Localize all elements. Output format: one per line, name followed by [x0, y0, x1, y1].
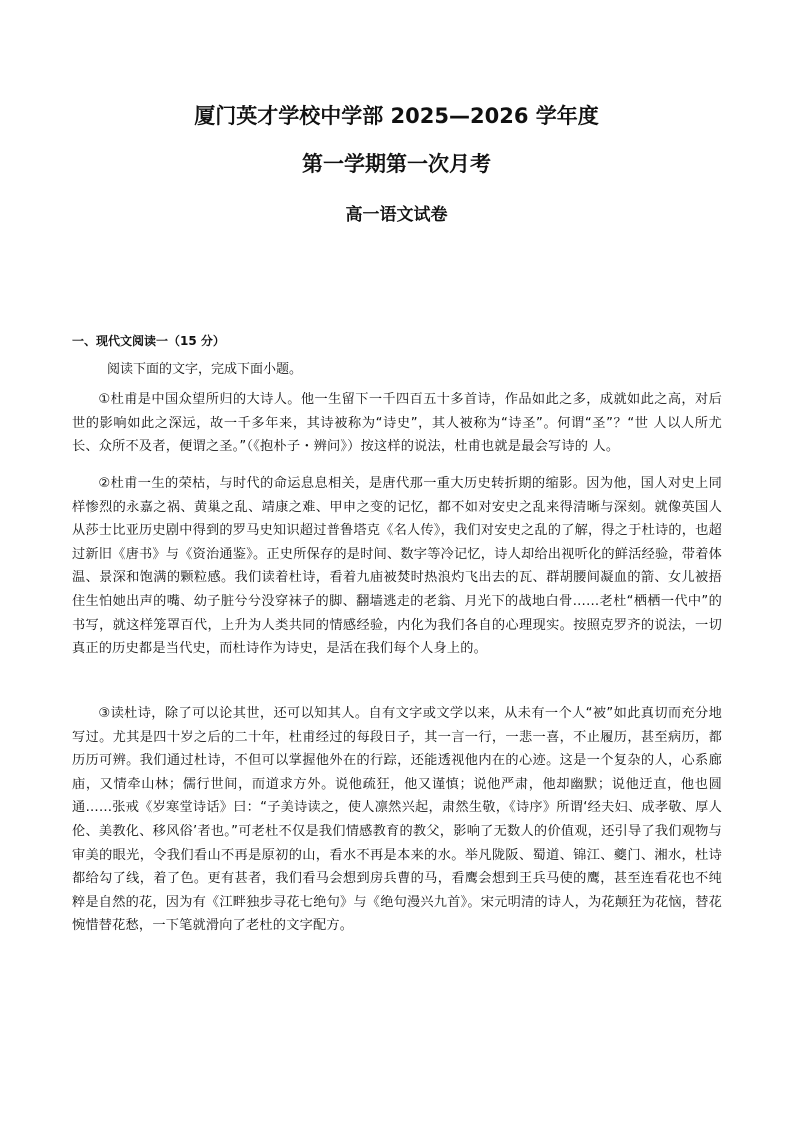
section-heading: 一、现代文阅读一（15 分）	[72, 334, 225, 348]
passage-paragraph-3: ③读杜诗，除了可以论其世，还可以知其人。自有文字或文学以来，从未有一个人“被”如此真切而充分地写过。尤其是四十岁之后的二十年，杜甫经过的每段日子，其一言一行，一悲一喜，不止履历，甚至病历，都历历可辨。我们通过杜诗，不但可以掌握他外在的行踪，还能透视他内在的心迹。这是一个复杂的人，心系廊庙，又情牵山林；儒行世间，而道求方外。说他疏狂，他又谨慎；说他严肃，他却幽默；说他迂直，他也圆通……张戒《岁寒堂诗话》曰：“子美诗读之，使人凛然兴起，肃然生敬，《诗序》所谓‘经夫妇、成孝敬、厚人伦、美教化、移风俗’者也。”可老杜不仅是我们情感教育的教父，影响了无数人的价值观，还引导了我们观物与审美的眼光，令我们看山不再是原初的山，看水不再是本来的水。举凡陇阪、蜀道、锦江、夔门、湘水，杜诗都给勾了线，着了色。更有甚者，我们看马会想到房兵曹的马，看鹰会想到王兵马使的鹰，甚至连看花也不纯粹是自然的花，因为有《江畔独步寻花七绝句》与《绝句漫兴九首》。宋元明清的诗人，为花颠狂为花恼，替花惋惜替花愁，一下笔就滑向了老杜的文字配方。	[72, 706, 722, 934]
section-instruction: 阅读下面的文字，完成下面小题。	[107, 362, 303, 377]
school-title: 厦门英才学校中学部 2025—2026 学年度	[194, 104, 599, 128]
passage-paragraph-1: ①杜甫是中国众望所归的大诗人。他一生留下一千四百五十多首诗，作品如此之多，成就如此之高，对后世的影响如此之深远，故一千多年来，其诗被称为“诗史”，其人被称为“诗圣”。何谓“圣”？“世 人以人所尤长、众所不及者，便谓之圣。”（《抱朴子・辨问》）按这样的说法，杜甫也就是最会写诗的 人。	[72, 392, 722, 455]
passage-paragraph-2: ②杜甫一生的荣枯，与时代的命运息息相关，是唐代那一重大历史转折期的缩影。因为他，国人对史上同样惨烈的永嘉之祸、黄巢之乱、靖康之难、甲申之变的记忆，都不如对安史之乱来得清晰与深刻。就像英国人从莎士比亚历史剧中得到的罗马史知识超过普鲁塔克《名人传》，我们对安史之乱的了解，得之于杜诗的，也超过新旧《唐书》与《资治通鉴》。正史所保存的是时间、数字等冷记忆，诗人却给出视听化的鲜活经验，带着体温、景深和饱满的颗粒感。我们读着杜诗，看着九庙被焚时热浪灼飞出去的瓦、群胡腰间凝血的箭、女儿被捂住生怕她出声的嘴、幼子脏兮兮没穿袜子的脚、翻墙逃走的老翁、月光下的战地白骨……老杜“栖栖一代中”的书写，就这样笼罩百代，上升为人类共同的情感经验，内化为我们各自的心理现实。按照克罗齐的说法，一切真正的历史都是当代史，而杜诗作为诗史，是活在我们每个人身上的。	[72, 476, 722, 657]
paper-title: 高一语文试卷	[345, 205, 448, 225]
exam-title: 第一学期第一次月考	[302, 152, 491, 176]
